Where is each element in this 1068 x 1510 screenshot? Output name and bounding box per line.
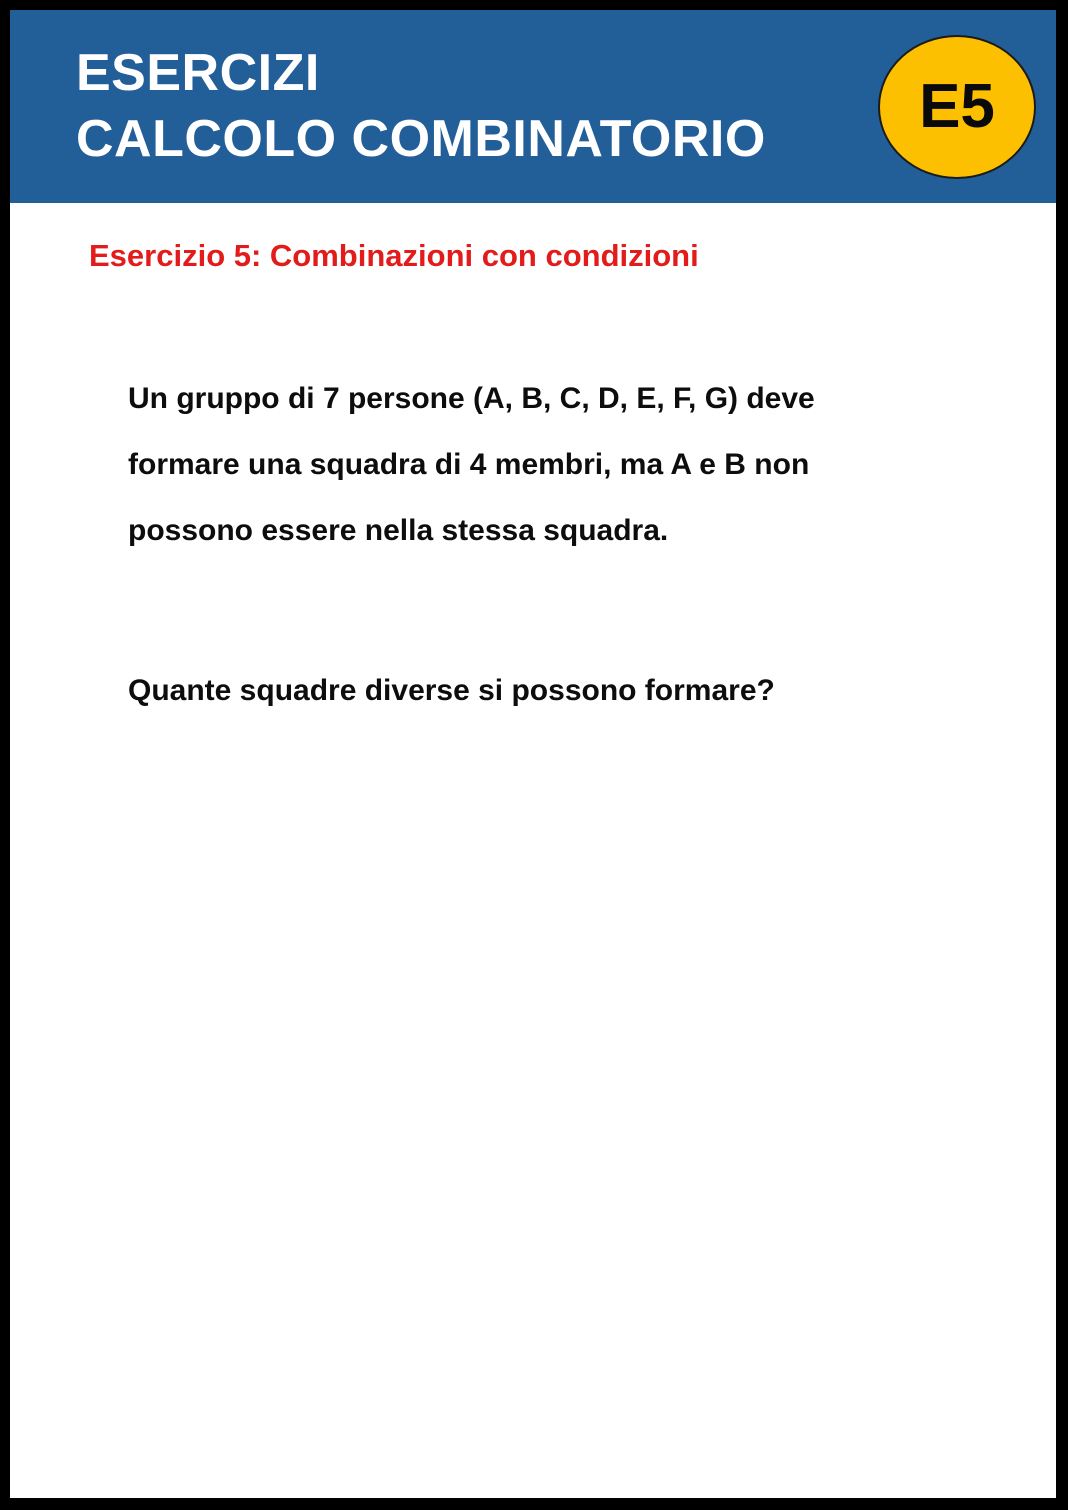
header-title-line-1: ESERCIZI (76, 44, 320, 102)
problem-line: formare una squadra di 4 membri, ma A e B non (128, 448, 810, 481)
question-text: Quante squadre diverse si possono formare? (128, 674, 775, 707)
exercise-badge-label: E5 (919, 72, 995, 141)
header-title (76, 40, 766, 172)
problem-line: Un gruppo di 7 persone (A, B, C, D, E, F, G) deve (128, 382, 815, 415)
header-banner (10, 10, 1056, 203)
exercise-badge (878, 35, 1036, 179)
problem-statement (128, 366, 948, 564)
problem-line: possono essere nella stessa squadra. (128, 514, 669, 547)
header-title-line-2: CALCOLO COMBINATORIO (76, 110, 766, 168)
exercise-heading: Esercizio 5: Combinazioni con condizioni (89, 238, 699, 273)
